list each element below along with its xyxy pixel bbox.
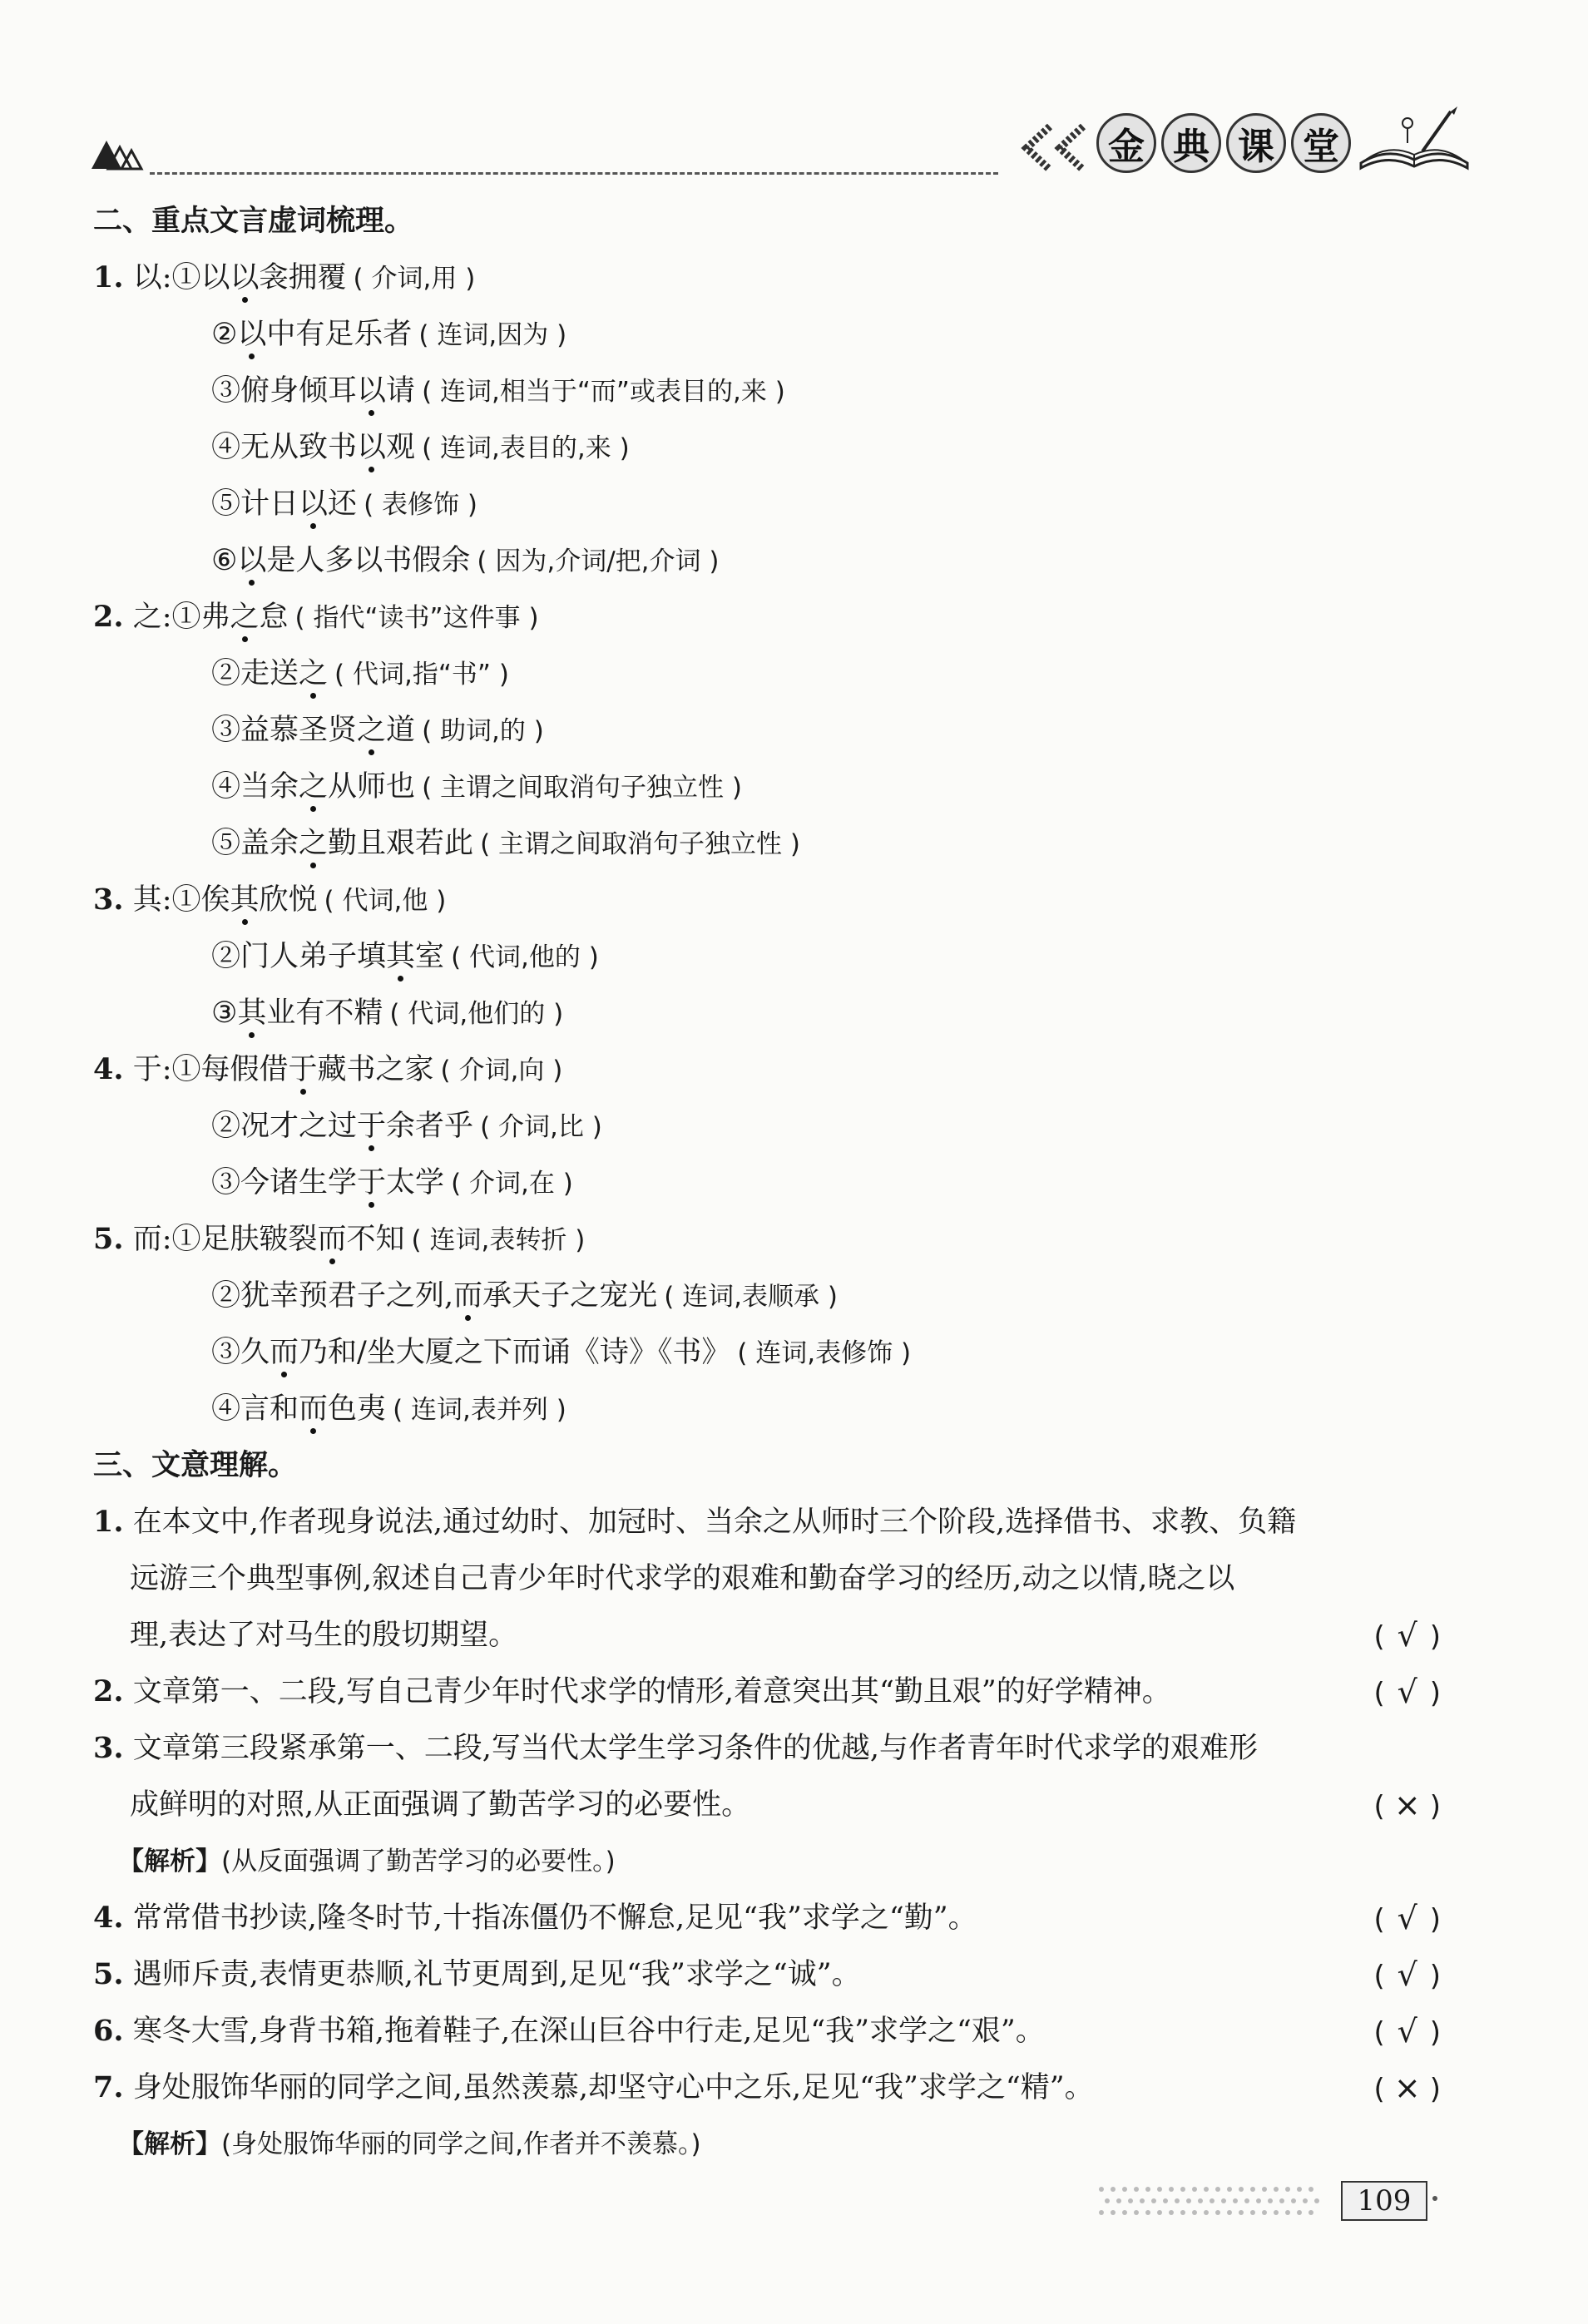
brand-char: 典 — [1161, 113, 1221, 173]
question-line: 4. 常常借书抄读,隆冬时节,十指冻僵仍不懈怠,足见“我”求学之“勤”。 ( √ ) — [93, 1890, 1441, 1946]
list-item: 5. 而:①足肤皲裂而不知 ( 连词,表转折 ) — [93, 1211, 1441, 1268]
list-item: ⑤计日以还 ( 表修饰 ) — [93, 476, 1441, 532]
list-item: ③今诸生学于太学 ( 介词,在 ) — [93, 1155, 1441, 1211]
emphasis-mark: 以 — [237, 306, 266, 363]
question-line: 5. 遇师斥责,表情更恭顺,礼节更周到,足见“我”求学之“诚”。 ( √ ) — [93, 1946, 1441, 2003]
question-line: 1. 在本文中,作者现身说法,通过幼时、加冠时、当余之从师时三个阶段,选择借书、求教、负籍 — [93, 1505, 1297, 1539]
header-divider — [150, 172, 998, 175]
emphasis-mark: 以 — [299, 476, 328, 532]
emphasis-mark: 以 — [237, 532, 266, 589]
emphasis-mark: 之 — [299, 815, 328, 872]
emphasis-mark: 而 — [270, 1324, 299, 1381]
emphasis-mark: 其 — [237, 985, 266, 1041]
question-line: 6. 寒冬大雪,身背书箱,拖着鞋子,在深山巨谷中行走,足见“我”求学之“艰”。 ( √ ) — [93, 2003, 1441, 2059]
emphasis-mark: 之 — [230, 589, 260, 645]
emphasis-mark: 而 — [453, 1268, 482, 1324]
emphasis-mark: 而 — [318, 1211, 347, 1268]
question-line: 成鲜明的对照,从正面强调了勤苦学习的必要性。 ( × ) — [93, 1777, 1441, 1833]
emphasis-mark: 而 — [299, 1381, 328, 1437]
list-item: ②门人弟子填其室 ( 代词,他的 ) — [93, 928, 1441, 985]
page-number: 109 — [1341, 2181, 1427, 2221]
list-item: ②况才之过于余者乎 ( 介词,比 ) — [93, 1098, 1441, 1155]
answer-mark: ( √ ) — [1373, 1900, 1441, 1936]
list-item: ③益慕圣贤之道 ( 助词,的 ) — [93, 702, 1441, 759]
question-line: 2. 文章第一、二段,写自己青少年时代求学的情形,着意突出其“勤且艰”的好学精神。 ( √ ) — [93, 1664, 1441, 1720]
dot-pattern-decoration — [1096, 2183, 1323, 2219]
emphasis-mark: 于 — [289, 1041, 318, 1098]
list-item: ②走送之 ( 代词,指“书” ) — [93, 645, 1441, 702]
emphasis-mark: 以 — [357, 363, 386, 419]
answer-mark: ( × ) — [1373, 1787, 1441, 1823]
list-item: ③俯身倾耳以请 ( 连词,相当于“而”或表目的,来 ) — [93, 363, 1441, 419]
brand-char: 堂 — [1291, 113, 1351, 173]
analysis-note: 【解析】(身处服饰华丽的同学之间,作者并不羡慕。) — [118, 2129, 701, 2159]
emphasis-mark: 其 — [386, 928, 415, 985]
emphasis-mark: 于 — [357, 1155, 386, 1211]
answer-mark: ( √ ) — [1373, 2013, 1441, 2050]
emphasis-mark: 之 — [357, 702, 386, 759]
list-item: ⑤盖余之勤且艰若此 ( 主谓之间取消句子独立性 ) — [93, 815, 1441, 872]
answer-mark: ( × ) — [1373, 2069, 1441, 2106]
triangle-decoration-icon — [90, 137, 148, 171]
emphasis-mark: 之 — [299, 645, 328, 702]
list-item: 2. 之:①弗之怠 ( 指代“读书”这件事 ) — [93, 589, 1441, 645]
emphasis-mark: 以 — [230, 250, 260, 306]
emphasis-mark: 之 — [299, 759, 328, 815]
brand-char: 金 — [1096, 113, 1156, 173]
double-chevron-left-icon — [1013, 123, 1093, 173]
brand-title — [1096, 113, 1351, 173]
list-item: ③久而乃和/坐大厦之下而诵《诗》《书》 ( 连词,表修饰 ) — [93, 1324, 1441, 1381]
section-title: 二、重点文言虚词梳理。 — [93, 205, 414, 238]
question-line: 3. 文章第三段紧承第一、二段,写当代太学生学习条件的优越,与作者青年时代求学的艰难形 — [93, 1731, 1258, 1765]
question-line: 远游三个典型事例,叙述自己青少年时代求学的艰难和勤奋学习的经历,动之以情,晓之以 — [130, 1562, 1235, 1595]
list-item: ④当余之从师也 ( 主谓之间取消句子独立性 ) — [93, 759, 1441, 815]
list-item: ③其业有不精 ( 代词,他们的 ) — [93, 985, 1441, 1041]
answer-mark: ( √ ) — [1373, 1617, 1441, 1654]
open-book-pen-icon — [1358, 105, 1471, 171]
list-item: ④言和而色夷 ( 连词,表并列 ) — [93, 1381, 1441, 1437]
list-item: ②犹幸预君子之列,而承天子之宠光 ( 连词,表顺承 ) — [93, 1268, 1441, 1324]
analysis-note: 【解析】(从反面强调了勤苦学习的必要性。) — [118, 1847, 616, 1877]
answer-mark: ( √ ) — [1373, 1674, 1441, 1710]
answer-mark: ( √ ) — [1373, 1956, 1441, 1993]
list-item: 3. 其:①俟其欣悦 ( 代词,他 ) — [93, 872, 1441, 928]
list-item: ⑥以是人多以书假余 ( 因为,介词/把,介词 ) — [93, 532, 1441, 589]
question-line: 7. 身处服饰华丽的同学之间,虽然羡慕,却坚守心中之乐,足见“我”求学之“精”。 ( × ) — [93, 2059, 1441, 2116]
question-line: 理,表达了对马生的殷切期望。 ( √ ) — [93, 1607, 1441, 1664]
main-content — [93, 193, 1441, 2173]
list-item: ④无从致书以观 ( 连词,表目的,来 ) — [93, 419, 1441, 476]
list-item: 4. 于:①每假借于藏书之家 ( 介词,向 ) — [93, 1041, 1441, 1098]
brand-char: 课 — [1226, 113, 1286, 173]
emphasis-mark: 于 — [357, 1098, 386, 1155]
emphasis-mark: 以 — [357, 419, 386, 476]
list-item: ②以中有足乐者 ( 连词,因为 ) — [93, 306, 1441, 363]
section-title: 三、文意理解。 — [93, 1449, 298, 1482]
emphasis-mark: 其 — [230, 872, 260, 928]
list-item: 1. 以:①以以衾拥覆 ( 介词,用 ) — [93, 250, 1441, 306]
